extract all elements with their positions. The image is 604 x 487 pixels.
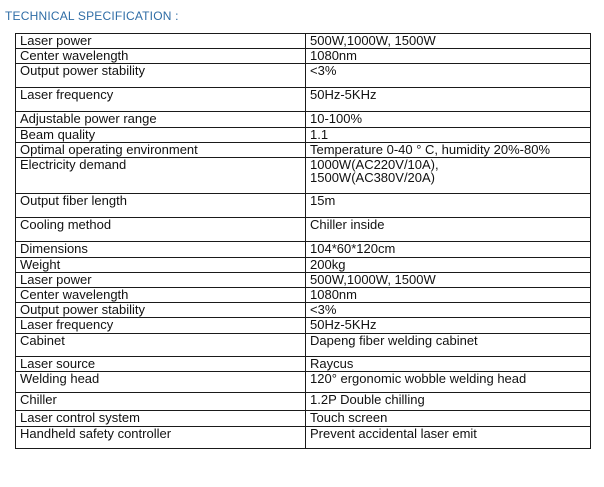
spec-value: 50Hz-5KHz	[306, 88, 591, 112]
spec-label: Laser power	[16, 34, 306, 49]
spec-row	[16, 357, 591, 372]
spec-label: Electricity demand	[16, 158, 306, 194]
spec-row	[16, 427, 591, 449]
spec-value: 10-100%	[306, 112, 591, 128]
spec-label: Output power stability	[16, 64, 306, 88]
spec-value: <3%	[306, 64, 591, 88]
spec-label: Cabinet	[16, 334, 306, 357]
spec-row	[16, 372, 591, 393]
spec-label: Handheld safety controller	[16, 427, 306, 449]
spec-label: Center wavelength	[16, 288, 306, 303]
spec-row	[16, 112, 591, 128]
spec-value: 50Hz-5KHz	[306, 318, 591, 334]
spec-row	[16, 393, 591, 411]
spec-row	[16, 34, 591, 49]
spec-label: Output power stability	[16, 303, 306, 318]
spec-label: Laser power	[16, 273, 306, 288]
spec-value: 1080nm	[306, 288, 591, 303]
spec-row	[16, 258, 591, 273]
spec-row	[16, 273, 591, 288]
spec-value: Raycus	[306, 357, 591, 372]
spec-label: Laser control system	[16, 411, 306, 427]
spec-row	[16, 143, 591, 158]
spec-row	[16, 218, 591, 242]
spec-value: 104*60*120cm	[306, 242, 591, 258]
spec-value: <3%	[306, 303, 591, 318]
spec-table	[15, 33, 591, 449]
spec-table-body	[16, 34, 591, 449]
spec-label: Laser frequency	[16, 318, 306, 334]
spec-label: Dimensions	[16, 242, 306, 258]
spec-label: Adjustable power range	[16, 112, 306, 128]
spec-value: Prevent accidental laser emit	[306, 427, 591, 449]
spec-value: 500W,1000W, 1500W	[306, 34, 591, 49]
spec-row	[16, 194, 591, 218]
spec-value: 500W,1000W, 1500W	[306, 273, 591, 288]
spec-row	[16, 318, 591, 334]
spec-label: Weight	[16, 258, 306, 273]
spec-row	[16, 288, 591, 303]
spec-value: 120° ergonomic wobble welding head	[306, 372, 591, 393]
spec-value: Touch screen	[306, 411, 591, 427]
spec-label: Cooling method	[16, 218, 306, 242]
spec-value: 1.2P Double chilling	[306, 393, 591, 411]
spec-row	[16, 128, 591, 143]
spec-value: 200kg	[306, 258, 591, 273]
spec-label: Welding head	[16, 372, 306, 393]
spec-row	[16, 303, 591, 318]
spec-row	[16, 64, 591, 88]
spec-label: Optimal operating environment	[16, 143, 306, 158]
spec-label: Chiller	[16, 393, 306, 411]
spec-value: 15m	[306, 194, 591, 218]
spec-value: Chiller inside	[306, 218, 591, 242]
spec-value: 1000W(AC220V/10A), 1500W(AC380V/20A)	[306, 158, 591, 194]
spec-row	[16, 242, 591, 258]
spec-value: Temperature 0-40 ° C, humidity 20%-80%	[306, 143, 591, 158]
spec-value: Dapeng fiber welding cabinet	[306, 334, 591, 357]
spec-row	[16, 88, 591, 112]
spec-row	[16, 334, 591, 357]
spec-value: 1.1	[306, 128, 591, 143]
section-title: TECHNICAL SPECIFICATION :	[5, 9, 179, 23]
spec-row	[16, 49, 591, 64]
spec-label: Laser source	[16, 357, 306, 372]
spec-value: 1080nm	[306, 49, 591, 64]
spec-row	[16, 158, 591, 194]
spec-label: Laser frequency	[16, 88, 306, 112]
spec-label: Center wavelength	[16, 49, 306, 64]
spec-label: Beam quality	[16, 128, 306, 143]
spec-row	[16, 411, 591, 427]
spec-label: Output fiber length	[16, 194, 306, 218]
